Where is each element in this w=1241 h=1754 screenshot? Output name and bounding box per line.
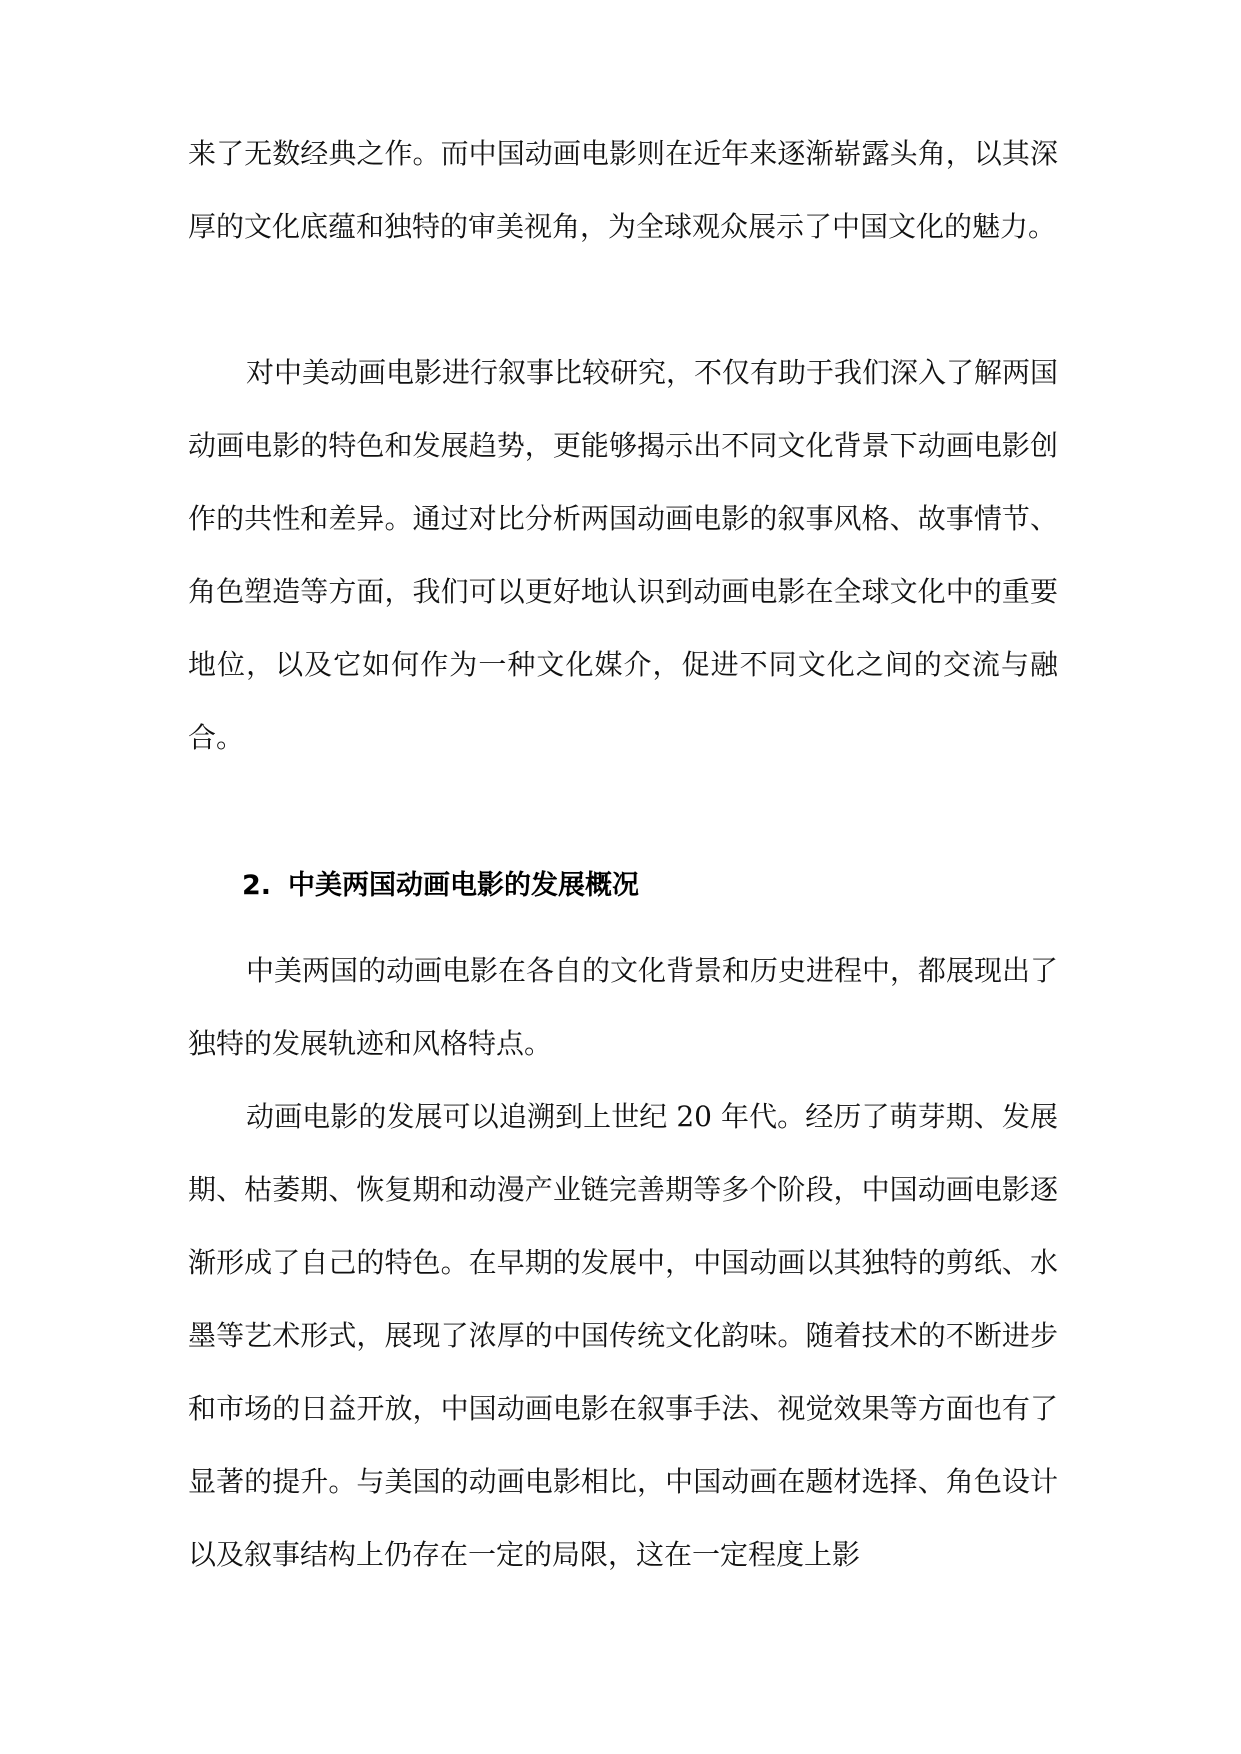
section-heading <box>242 856 639 916</box>
section-title: 中美两国动画电影的发展概况 <box>288 870 639 901</box>
research-significance-paragraph: 对中美动画电影进行叙事比较研究，不仅有助于我们深入了解两国动画电影的特色和发展趋势，更能够揭示出不同文化背景下动画电影创作的共性和差异。通过对比分析两国动画电影的叙事风格、故事情节、角色塑造等方面，我们可以更好地认识到动画电影在全球文化中的重要地位，以及它如何作为一种文化媒介，促进不同文化之间的交流与融合。 <box>188 356 1059 754</box>
overview-intro-paragraph: 中美两国的动画电影在各自的文化背景和历史进程中，都展现出了独特的发展轨迹和风格特点。 <box>188 954 1059 1060</box>
section-number: 2. <box>242 870 272 901</box>
continued-paragraph: 来了无数经典之作。而中国动画电影则在近年来逐渐崭露头角，以其深厚的文化底蕴和独特的审美视角，为全球观众展示了中国文化的魅力。 <box>188 137 1058 243</box>
china-animation-history-paragraph: 动画电影的发展可以追溯到上世纪 20 年代。经历了萌芽期、发展期、枯萎期、恢复期和动漫产业链完善期等多个阶段，中国动画电影逐渐形成了自己的特色。在早期的发展中，中国动画以其独特的剪纸、水墨等艺术形式，展现了浓厚的中国传统文化韵味。随着技术的不断进步和市场的日益开放，中国动画电影在叙事手法、视觉效果等方面也有了显著的提升。与美国的动画电影相比，中国动画在题材选择、角色设计以及叙事结构上仍存在一定的局限，这在一定程度上影 <box>188 1100 1058 1571</box>
